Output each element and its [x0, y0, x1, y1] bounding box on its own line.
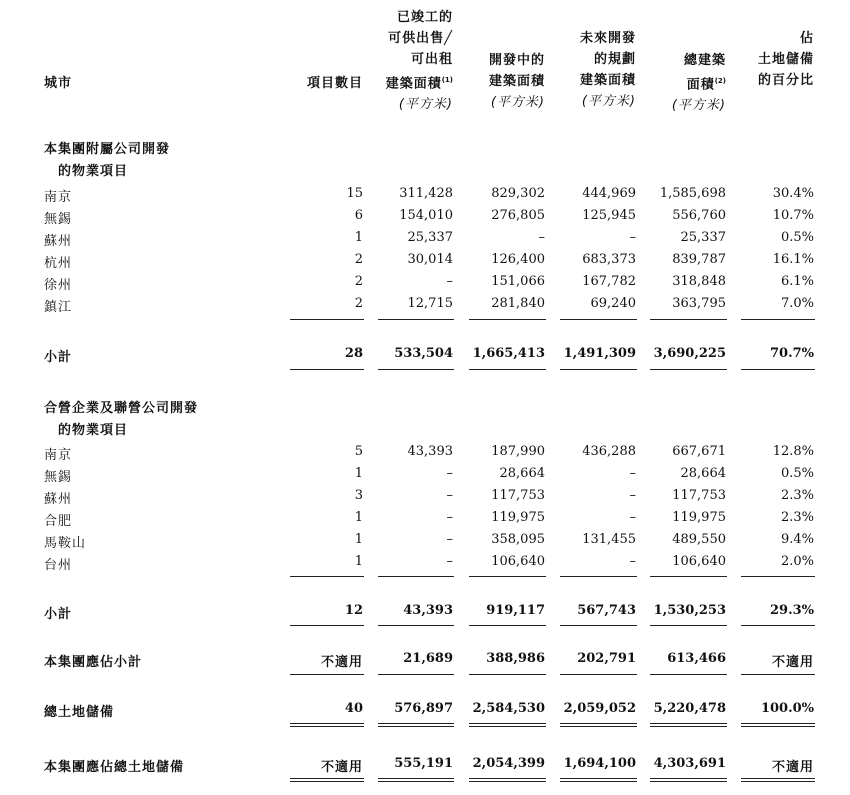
- rule: [290, 674, 364, 675]
- rule: [741, 674, 815, 675]
- rule: [560, 674, 637, 675]
- rule: [741, 319, 815, 320]
- double-rule: [290, 778, 364, 779]
- header-under-development-gfa: 開發中的 建築面積 (平方米): [488, 53, 545, 110]
- rule: [378, 625, 454, 626]
- header-future-gfa: 未來開發 的規劃 建築面積 (平方米): [579, 31, 636, 109]
- double-rule: [650, 723, 727, 724]
- double-rule: [741, 781, 815, 782]
- rule: [560, 319, 637, 320]
- rule: [650, 625, 727, 626]
- double-rule: [378, 778, 454, 779]
- table-row: 南京 5 43,393 187,990 436,288 667,671 12.8%: [44, 444, 814, 463]
- attributable-total-row: 本集團應佔總土地儲備 不適用 555,191 2,054,399 1,694,100 4,303,691 不適用: [44, 756, 814, 775]
- rule: [650, 369, 727, 370]
- double-rule: [469, 723, 546, 724]
- table-row: 蘇州 1 25,337 – – 25,337 0.5%: [44, 230, 814, 249]
- rule: [741, 625, 815, 626]
- double-rule: [469, 781, 546, 782]
- rule: [469, 369, 546, 370]
- table-row: 蘇州 3 – 117,753 – 117,753 2.3%: [44, 488, 814, 507]
- rule: [290, 369, 364, 370]
- rule: [650, 319, 727, 320]
- double-rule: [290, 781, 364, 782]
- table-row: 台州 1 – 106,640 – 106,640 2.0%: [44, 554, 814, 573]
- double-rule: [290, 723, 364, 724]
- double-rule: [560, 723, 637, 724]
- double-rule: [650, 781, 727, 782]
- attributable-subtotal-row: 本集團應佔小計 不適用 21,689 388,986 202,791 613,466 不適用: [44, 651, 814, 670]
- rule: [650, 576, 727, 577]
- rule: [378, 674, 454, 675]
- double-rule: [290, 726, 364, 727]
- header-completed-gfa: 已竣工的 可供出售╱ 可出租 建築面積$^{(1)}$ (平方米): [385, 10, 453, 113]
- rule: [560, 369, 637, 370]
- header-land-bank-percentage: 佔 土地儲備 的百分比: [757, 31, 814, 88]
- rule: [469, 319, 546, 320]
- double-rule: [560, 726, 637, 727]
- double-rule: [560, 781, 637, 782]
- table-row: 無錫 1 – 28,664 – 28,664 0.5%: [44, 466, 814, 485]
- section-joint-ventures-title: 合營企業及聯營公司開發 的物業項目: [44, 401, 199, 438]
- table-row: 鎮江 2 12,715 281,840 69,240 363,795 7.0%: [44, 296, 814, 315]
- double-rule: [650, 778, 727, 779]
- double-rule: [741, 723, 815, 724]
- double-rule: [378, 781, 454, 782]
- rule: [469, 576, 546, 577]
- rule: [469, 674, 546, 675]
- subtotal-row: 小計 28 533,504 1,665,413 1,491,309 3,690,225 70.7%: [44, 346, 814, 365]
- total-land-bank-row: 總土地儲備 40 576,897 2,584,530 2,059,052 5,220,478 100.0%: [44, 701, 814, 720]
- double-rule: [378, 723, 454, 724]
- table-row: 杭州 2 30,014 126,400 683,373 839,787 16.1%: [44, 252, 814, 271]
- double-rule: [741, 726, 815, 727]
- header-city: 城市: [44, 76, 73, 91]
- header-project-count: 項目數目: [306, 76, 363, 91]
- rule: [378, 576, 454, 577]
- double-rule: [560, 778, 637, 779]
- rule: [290, 576, 364, 577]
- section-subsidiaries-title: 本集團附屬公司開發 的物業項目: [44, 142, 171, 179]
- rule: [378, 319, 454, 320]
- rule: [378, 369, 454, 370]
- double-rule: [469, 778, 546, 779]
- table-row: 徐州 2 – 151,066 167,782 318,848 6.1%: [44, 274, 814, 293]
- rule: [290, 319, 364, 320]
- table-row: 合肥 1 – 119,975 – 119,975 2.3%: [44, 510, 814, 529]
- rule: [290, 625, 364, 626]
- double-rule: [741, 778, 815, 779]
- rule: [741, 369, 815, 370]
- header-total-gfa: 總建築 面積$^{(2)}$ (平方米): [671, 53, 726, 114]
- subtotal-row: 小計 12 43,393 919,117 567,743 1,530,253 29.3%: [44, 603, 814, 622]
- rule: [469, 625, 546, 626]
- rule: [560, 625, 637, 626]
- rule: [560, 576, 637, 577]
- double-rule: [650, 726, 727, 727]
- table-row: 無錫 6 154,010 276,805 125,945 556,760 10.7%: [44, 208, 814, 227]
- table-row: 馬鞍山 1 – 358,095 131,455 489,550 9.4%: [44, 532, 814, 551]
- table-row: 南京 15 311,428 829,302 444,969 1,585,698 30.4%: [44, 186, 814, 205]
- double-rule: [378, 726, 454, 727]
- rule: [741, 576, 815, 577]
- double-rule: [469, 726, 546, 727]
- rule: [650, 674, 727, 675]
